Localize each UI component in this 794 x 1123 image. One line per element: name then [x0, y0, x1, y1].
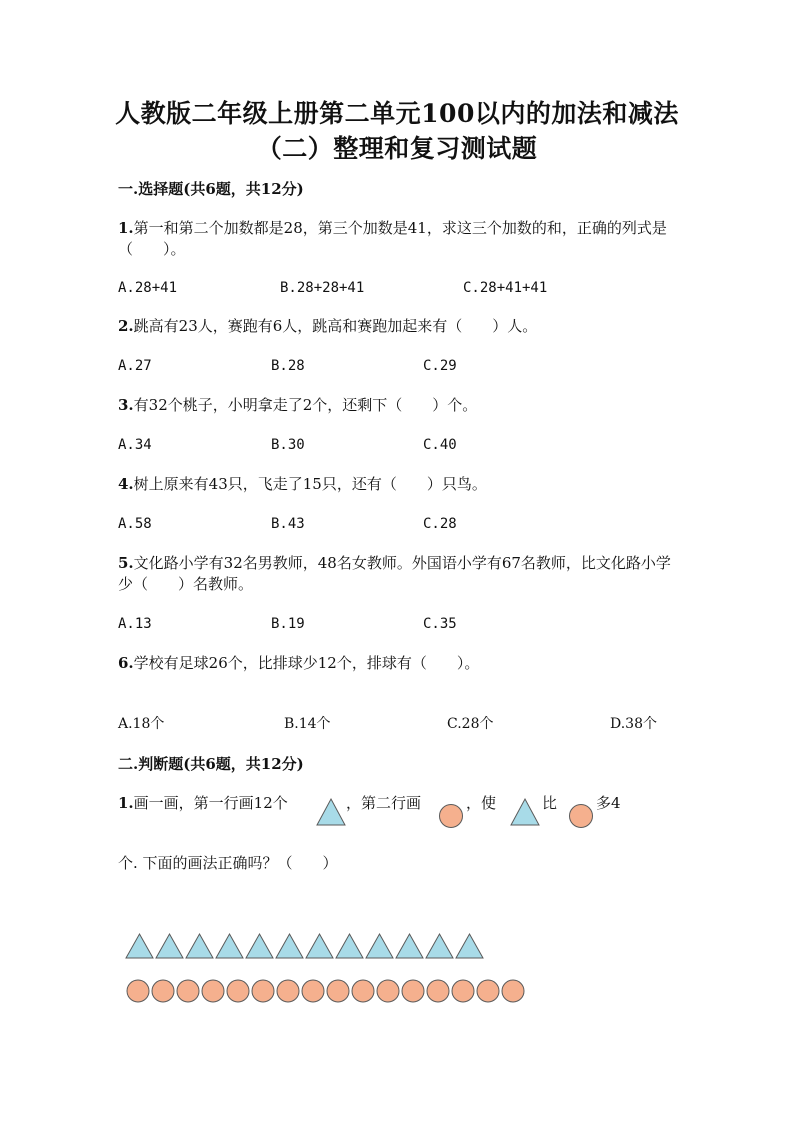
judge-q1-part4: 比 — [542, 794, 558, 812]
circle-icon — [227, 980, 249, 1002]
triangle-icon — [306, 934, 333, 958]
option-a[interactable]: A.18个 — [118, 716, 165, 732]
triangle-icon — [216, 934, 243, 958]
option-a[interactable]: A.13 — [118, 616, 152, 632]
triangle-icon — [276, 934, 303, 958]
inline-circle-icon — [438, 803, 464, 829]
question-text: 文化路小学有32名男教师，48名女教师。外国语小学有67名教师，比文化路小学少（ ）名教师。 — [118, 554, 671, 593]
option-c[interactable]: C.29 — [423, 358, 457, 374]
page-title-line2: （二）整理和复习测试题 — [256, 134, 538, 163]
circle-row — [127, 980, 524, 1002]
circle-icon — [402, 980, 424, 1002]
question-number: 1. — [118, 794, 134, 812]
option-c[interactable]: C.28+41+41 — [463, 280, 548, 296]
section-heading-choice: 一.选择题(共6题，共12分) — [118, 180, 304, 198]
option-c[interactable]: C.28 — [423, 516, 457, 532]
circle-icon — [452, 980, 474, 1002]
option-b[interactable]: B.14个 — [284, 716, 331, 732]
option-c[interactable]: C.28个 — [447, 716, 494, 732]
option-a[interactable]: A.28+41 — [118, 280, 178, 296]
option-a[interactable]: A.27 — [118, 358, 152, 374]
circle-icon — [377, 980, 399, 1002]
option-b[interactable]: B.43 — [271, 516, 305, 532]
option-a[interactable]: A.58 — [118, 516, 152, 532]
question-3 — [118, 395, 678, 416]
question-number: 4. — [118, 475, 134, 493]
question-number: 3. — [118, 396, 134, 414]
circle-icon — [177, 980, 199, 1002]
question-text: 第一和第二个加数都是28，第三个加数是41，求这三个加数的和，正确的列式是（ ）。 — [118, 219, 667, 258]
question-number: 5. — [118, 554, 134, 572]
judge-q1-part1 — [118, 792, 288, 813]
inline-triangle-icon — [316, 798, 346, 826]
option-a[interactable]: A.34 — [118, 437, 152, 453]
question-text: 树上原来有43只，飞走了15只，还有（ ）只鸟。 — [133, 475, 487, 493]
question-6 — [118, 653, 678, 674]
triangle-icon — [156, 934, 183, 958]
triangle-icon — [186, 934, 213, 958]
judge-q1-line2: 个. 下面的画法正确吗？（ ） — [118, 854, 338, 872]
inline-triangle-icon — [510, 798, 540, 826]
question-1 — [118, 218, 678, 260]
triangle-row — [126, 934, 483, 958]
circle-icon — [352, 980, 374, 1002]
question-text: 有32个桃子，小明拿走了2个，还剩下（ ）个。 — [133, 396, 478, 414]
option-c[interactable]: C.40 — [423, 437, 457, 453]
judge-q1-part5: 多4 — [596, 794, 621, 812]
triangle-icon — [456, 934, 483, 958]
judge-q1-text1: 画一画，第一行画12个 — [133, 794, 288, 812]
circle-icon — [252, 980, 274, 1002]
judge-q1-part3: ，使 — [466, 794, 497, 812]
option-b[interactable]: B.30 — [271, 437, 305, 453]
circle-icon — [202, 980, 224, 1002]
question-number: 6. — [118, 654, 134, 672]
triangle-icon — [396, 934, 423, 958]
option-b[interactable]: B.19 — [271, 616, 305, 632]
circle-icon — [327, 980, 349, 1002]
question-4 — [118, 474, 678, 495]
circle-icon — [277, 980, 299, 1002]
option-c[interactable]: C.35 — [423, 616, 457, 632]
circle-icon — [152, 980, 174, 1002]
question-text: 跳高有23人，赛跑有6人，跳高和赛跑加起来有（ ）人。 — [133, 317, 538, 335]
inline-circle-icon — [568, 803, 594, 829]
circle-icon — [427, 980, 449, 1002]
circle-icon — [502, 980, 524, 1002]
triangle-icon — [336, 934, 363, 958]
triangle-icon — [366, 934, 393, 958]
circle-icon — [477, 980, 499, 1002]
triangle-icon — [126, 934, 153, 958]
section-heading-judgement: 二.判断题(共6题，共12分) — [118, 755, 304, 773]
question-5 — [118, 553, 678, 595]
question-number: 1. — [118, 219, 134, 237]
circle-icon — [127, 980, 149, 1002]
circle-icon — [302, 980, 324, 1002]
option-b[interactable]: B.28+28+41 — [280, 280, 365, 296]
triangles-circles-figure — [118, 930, 538, 1010]
page-title-line1: 人教版二年级上册第二单元100以内的加法和减法 — [115, 99, 679, 128]
triangle-icon — [426, 934, 453, 958]
judge-q1-part2: ，第二行画 — [346, 794, 422, 812]
question-2 — [118, 316, 678, 337]
triangle-icon — [246, 934, 273, 958]
question-number: 2. — [118, 317, 134, 335]
question-text: 学校有足球26个，比排球少12个，排球有（ ）。 — [133, 654, 480, 672]
option-d[interactable]: D.38个 — [610, 716, 657, 732]
option-b[interactable]: B.28 — [271, 358, 305, 374]
